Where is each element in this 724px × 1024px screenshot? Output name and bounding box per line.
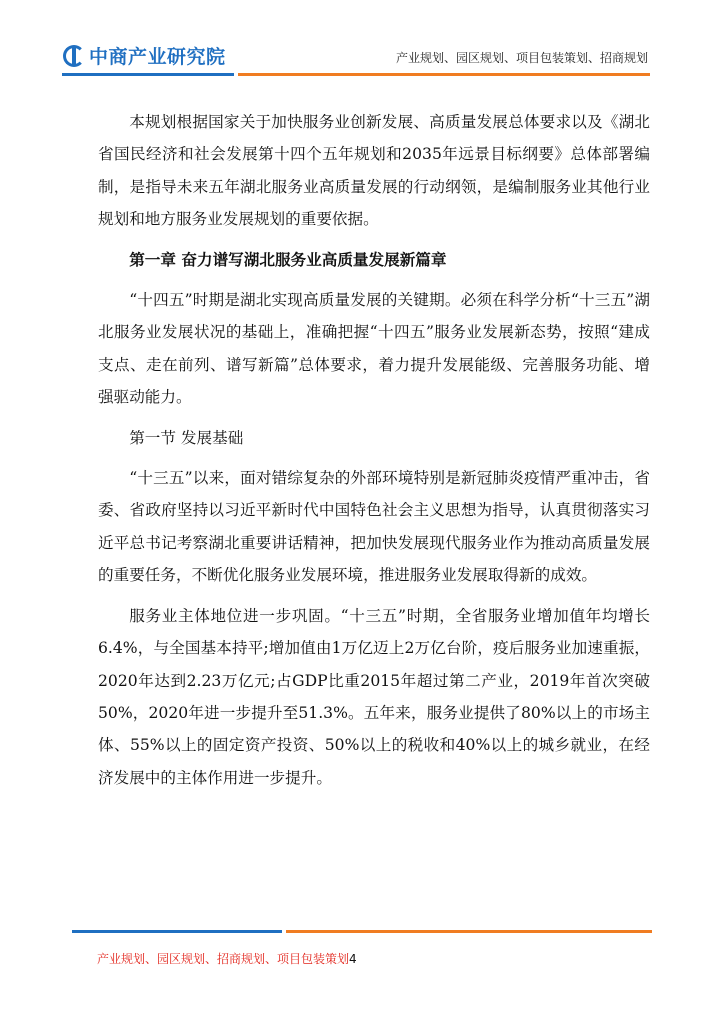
- page-footer: [97, 950, 357, 967]
- footer-rule-blue: [72, 930, 282, 933]
- paragraph-foundation: “十三五”以来，面对错综复杂的外部环境特别是新冠肺炎疫情严重冲击，省委、省政府坚持以习近平新时代中国特色社会主义思想为指导，认真贯彻落实习近平总书记考察湖北重要讲话精神，把加快发展现代服务业作为推动高质量发展的重要任务，不断优化服务业发展环境，推进服务业发展取得新的成效。: [98, 469, 650, 585]
- footer-rule-orange: [286, 930, 652, 933]
- logo-mark-icon: [63, 45, 85, 67]
- logo: [63, 42, 226, 69]
- page-header: [0, 0, 724, 90]
- paragraph-intro: 本规划根据国家关于加快服务业创新发展、高质量发展总体要求以及《湖北省国民经济和社会发展第十四个五年规划和2035年远景目标纲要》总体部署编制，是指导未来五年湖北服务业高质量发展的行动纲领，是编制服务业其他行业规划和地方服务业发展规划的重要依据。: [98, 113, 650, 229]
- paragraph-service-status: 服务业主体地位进一步巩固。“十三五”时期，全省服务业增加值年均增长6.4%，与全国基本持平;增加值由1万亿迈上2万亿台阶，疫后服务业加速重振，2020年达到2.23万亿元;占GDP比重2015年超过第二产业，2019年首次突破50%，2020年进一步提升至51.3%。五年来，服务业提供了80%以上的市场主体、55%以上的固定资产投资、50%以上的税收和40%以上的城乡就业，在经济发展中的主体作用进一步提升。: [98, 606, 650, 787]
- header-tagline: 产业规划、园区规划、项目包装策划、招商规划: [395, 51, 648, 65]
- header-rule-blue: [62, 73, 234, 76]
- page-number: 4: [349, 952, 357, 966]
- document-body: [98, 106, 650, 802]
- header-rule-orange: [238, 73, 650, 76]
- section-title: 第一节 发展基础: [129, 428, 244, 447]
- paragraph-chapter-intro: “十四五”时期是湖北实现高质量发展的关键期。必须在科学分析“十三五”湖北服务业发展状况的基础上，准确把握“十四五”服务业发展新态势，按照“建成支点、走在前列、谱写新篇”总体要求，着力提升发展能级、完善服务功能、增强驱动能力。: [98, 291, 650, 407]
- footer-tagline: 产业规划、园区规划、招商规划、项目包装策划: [97, 952, 350, 966]
- chapter-title: 第一章 奋力谱写湖北服务业高质量发展新篇章: [129, 250, 447, 269]
- logo-text: 中商产业研究院: [89, 46, 226, 68]
